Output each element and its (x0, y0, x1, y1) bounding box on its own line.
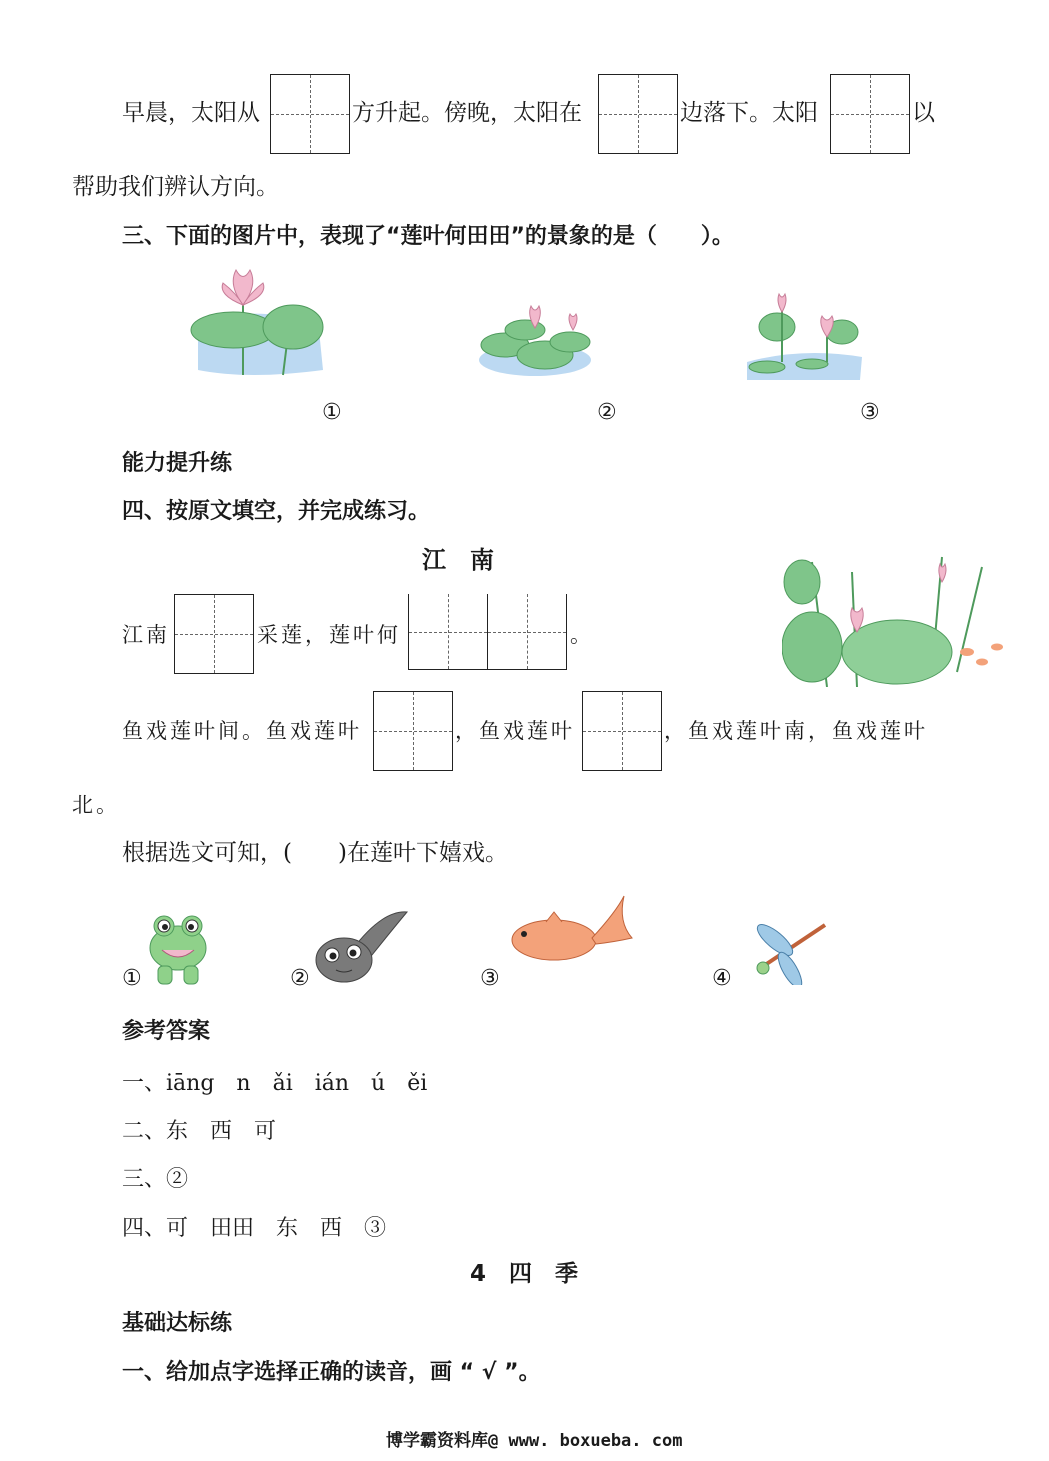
q4-question: 根据选文可知，( )在莲叶下嬉戏。 (122, 840, 508, 866)
lotus-leaf-icon (191, 312, 275, 348)
q4-option-label-2: ② (290, 966, 310, 991)
q4-option-label-4: ④ (712, 966, 732, 991)
poem-line3: 北。 (72, 793, 120, 817)
answer-box-q2-1[interactable] (270, 74, 350, 154)
poem-line1-c: 。 (570, 623, 594, 647)
lotus-flower-icon (778, 294, 786, 312)
q2-text-c: 边落下。太阳 (680, 100, 818, 126)
q4-option-label-3: ③ (480, 966, 500, 991)
answer-4: 四、可 田田 东 西 ③ (122, 1216, 387, 1241)
fish-icon (960, 648, 974, 656)
answer-1: 一、iāng n ǎi ián ú ěi (122, 1071, 428, 1096)
q4-option-label-1: ① (122, 966, 142, 991)
tadpole-picture[interactable] (312, 900, 412, 990)
lotus-leaf-icon (782, 612, 842, 682)
q3-option-label-1: ① (322, 400, 342, 425)
poem-line2-b: ，鱼戏莲叶 (455, 719, 575, 743)
lotus-picture-2[interactable] (475, 300, 595, 380)
lotus-leaf-icon (263, 305, 323, 349)
fish-picture[interactable] (506, 892, 636, 972)
lesson-title: 4 四 季 (470, 1261, 579, 1287)
q3-option-label-3: ③ (860, 400, 880, 425)
poem-illustration (782, 552, 1012, 687)
footer-watermark: 博学霸资料库@ www. boxueba. com (386, 1431, 683, 1451)
q3-option-label-2: ② (597, 400, 617, 425)
poem-line2-c: ，鱼戏莲叶南，鱼戏莲叶 (664, 719, 928, 743)
poem-line1-a: 江南 (122, 623, 170, 647)
answer-box-poem-1[interactable] (174, 594, 254, 674)
poem-line1-b: 采莲，莲叶何 (257, 623, 401, 647)
answers-heading: 参考答案 (122, 1019, 211, 1044)
poem-title: 江 南 (422, 546, 494, 574)
frog-picture[interactable] (142, 908, 214, 988)
fish-icon (512, 920, 596, 960)
q2-text-a: 早晨，太阳从 (122, 100, 260, 126)
answer-box-poem-4[interactable] (373, 691, 453, 771)
lesson-q1: 一、给加点字选择正确的读音，画 “ √ ”。 (122, 1360, 541, 1385)
q2-text-d: 以 (912, 100, 935, 126)
answer-box-q2-2[interactable] (598, 74, 678, 154)
lotus-picture-3[interactable] (742, 292, 867, 382)
answer-2: 二、东 西 可 (122, 1119, 277, 1144)
section-improve-heading: 能力提升练 (122, 451, 233, 476)
q2-text-line2: 帮助我们辨认方向。 (72, 174, 279, 200)
q4-title: 四、按原文填空，并完成练习。 (122, 499, 431, 524)
poem-line2-a: 鱼戏莲叶间。鱼戏莲叶 (122, 719, 362, 743)
q3-title: 三、下面的图片中，表现了“莲叶何田田”的景象的是（ ）。 (122, 224, 734, 249)
answer-box-poem-3[interactable] (487, 594, 567, 670)
q2-text-b: 方升起。傍晚，太阳在 (352, 100, 582, 126)
answer-box-q2-3[interactable] (830, 74, 910, 154)
answer-3: 三、② (122, 1167, 189, 1192)
answer-box-poem-5[interactable] (582, 691, 662, 771)
section-basic-heading: 基础达标练 (122, 1311, 233, 1336)
answer-box-poem-2[interactable] (408, 594, 488, 670)
dragonfly-picture[interactable] (745, 920, 830, 985)
lotus-picture-1[interactable] (188, 265, 328, 380)
